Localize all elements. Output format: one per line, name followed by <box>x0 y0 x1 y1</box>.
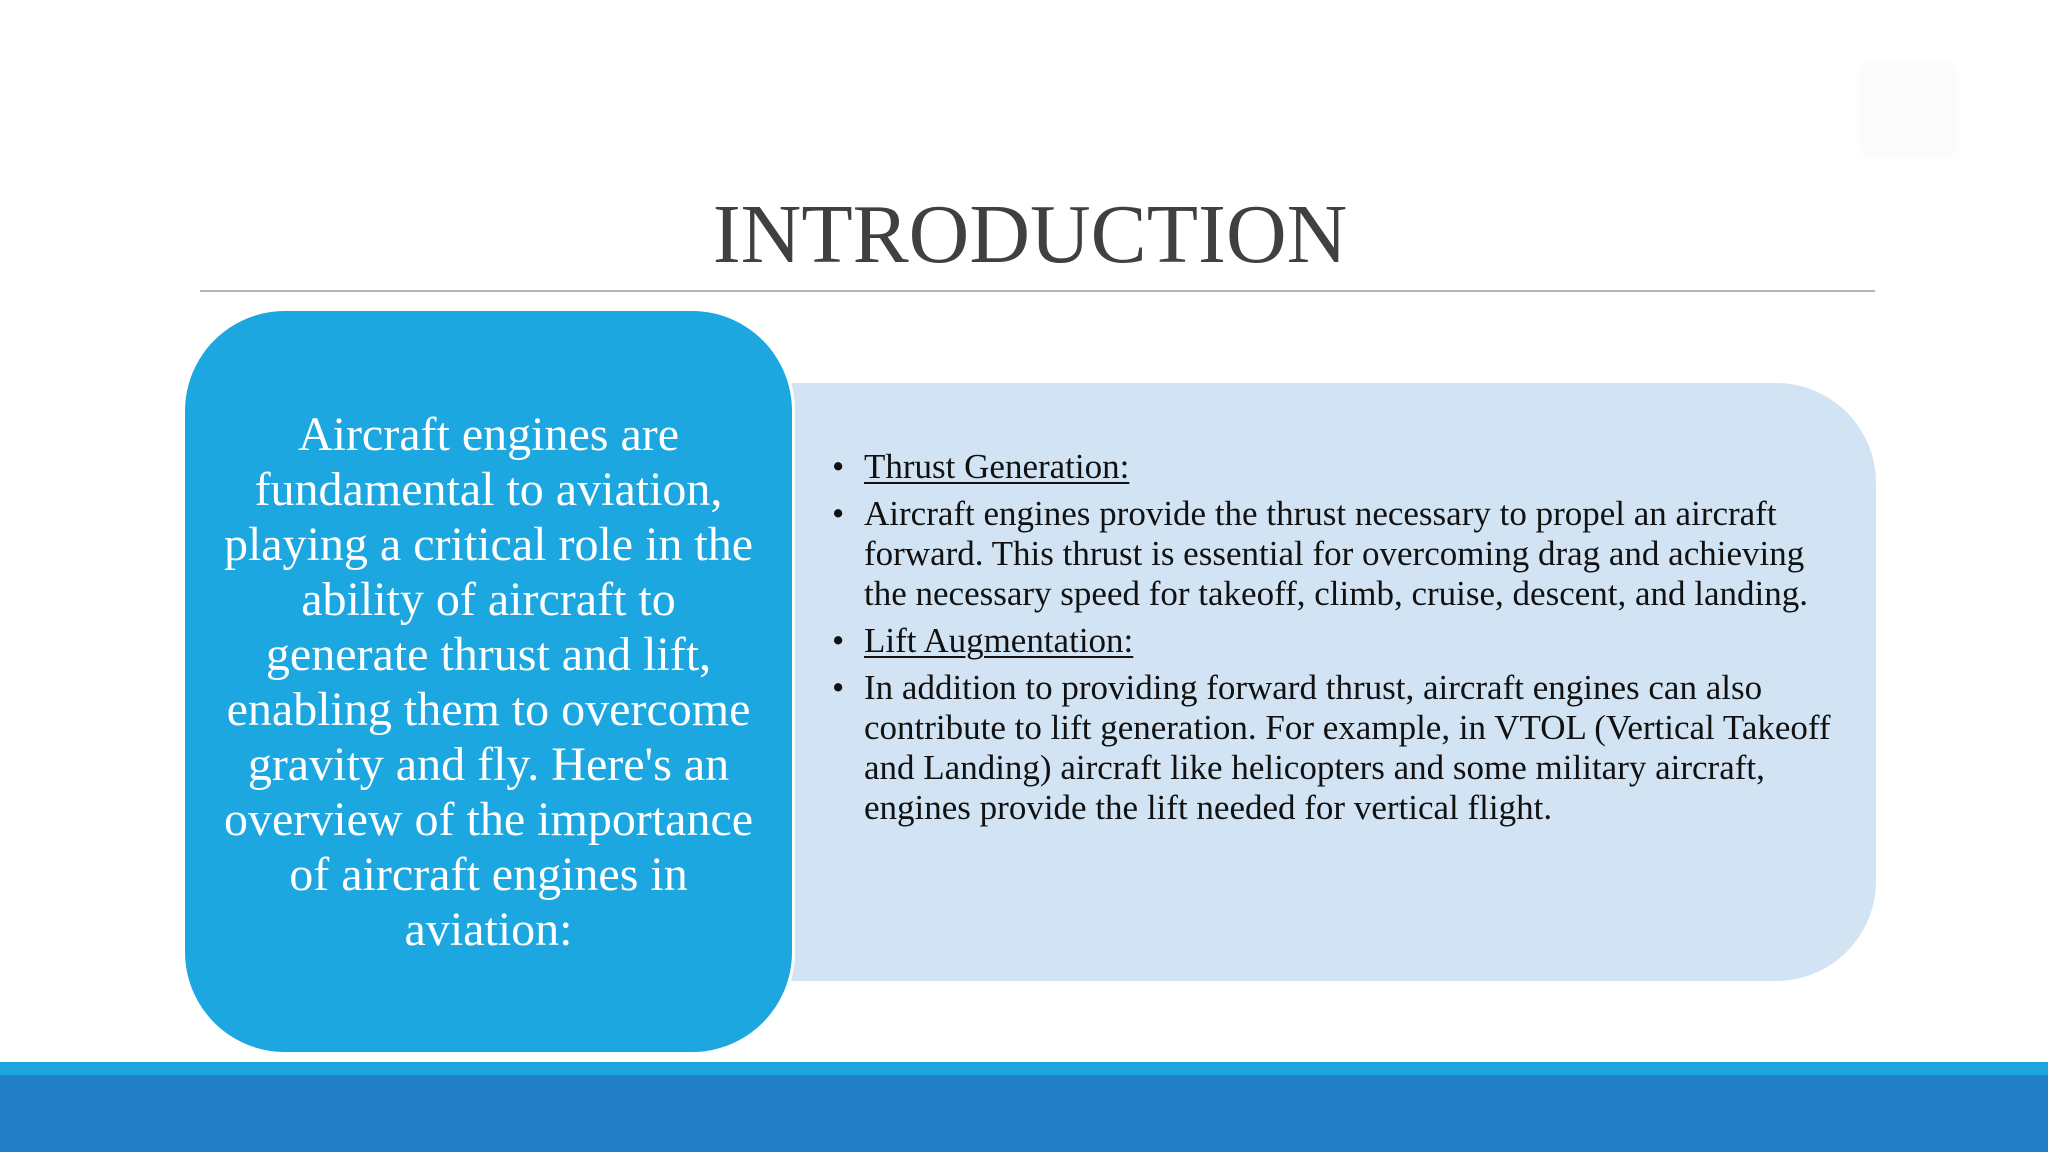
bullet-item-lift-heading <box>832 621 1852 661</box>
intro-callout-box <box>185 311 792 1052</box>
bullet-text: Aircraft engines provide the thrust necessary to propel an aircraft forward. This thrust is essential for overcoming drag and achieving the necessary speed for takeoff, climb, cruise, descent, and landing. <box>864 494 1809 613</box>
bullet-item-lift-body <box>832 668 1852 828</box>
bullet-item-thrust-body <box>832 494 1852 614</box>
title-divider <box>200 290 1875 292</box>
bullet-icon: • <box>832 494 845 533</box>
bullet-icon: • <box>832 447 845 486</box>
watermark-logo <box>1862 64 1956 156</box>
bullet-text: In addition to providing forward thrust, aircraft engines can also contribute to lift generation. For example, in VTOL (Vertical Takeoff and Landing) aircraft like helicopters and some military aircraft, engines provide the lift needed for vertical flight. <box>864 668 1831 827</box>
details-bullet-list <box>832 447 1852 835</box>
intro-callout-text: Aircraft engines are fundamental to aviation, playing a critical role in the ability of aircraft to generate thrust and lift, enabling them to overcome gravity and fly. Here's an overview of the importance of aircraft engines in aviation: <box>223 407 754 956</box>
bullet-icon: • <box>832 621 845 660</box>
footer-accent-stripe <box>0 1062 2048 1075</box>
bullet-heading: Thrust Generation: <box>864 447 1130 486</box>
bullet-heading: Lift Augmentation: <box>864 621 1134 660</box>
bullet-icon: • <box>832 668 845 707</box>
slide-title: INTRODUCTION <box>712 188 1348 281</box>
bullet-item-thrust-heading <box>832 447 1852 487</box>
footer-band <box>0 1075 2048 1152</box>
